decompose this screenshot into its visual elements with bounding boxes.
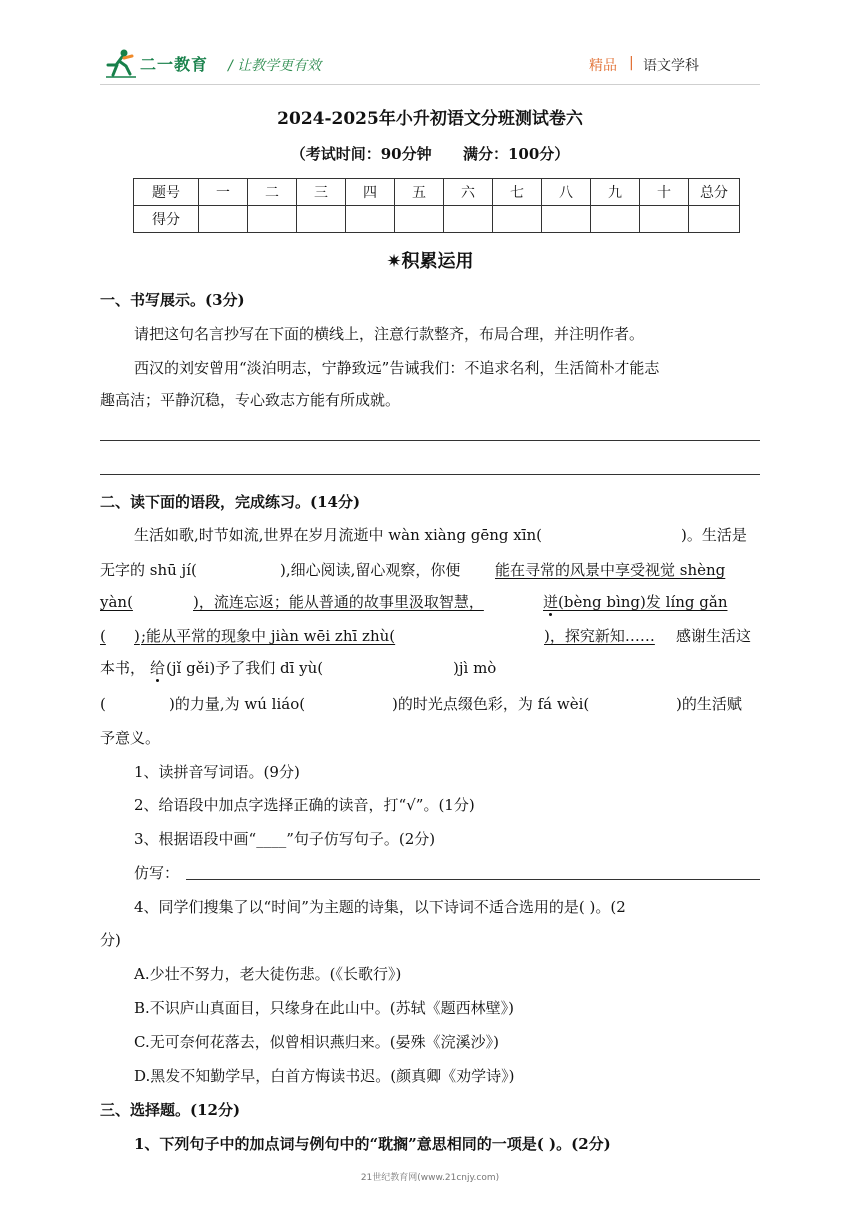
q1-quote-line2: 趣高洁；平静沉稳，专心致志方能有所成就。 (100, 391, 401, 409)
q2-line3a: yàn( (100, 593, 133, 611)
table-cell: 一 (199, 179, 248, 206)
q2-dotted-char-beng: 迸 (543, 593, 559, 611)
table-cell: 十 (640, 179, 689, 206)
running-man-icon (104, 48, 138, 78)
q2-line3b: )，流连忘返；能从普通的故事里汲取智慧， (193, 593, 484, 611)
q1-title: 一、书写展示。(3分) (100, 291, 245, 309)
writing-line-1[interactable] (100, 440, 760, 441)
q3-title: 三、选择题。(12分) (100, 1101, 241, 1119)
q2-sub2: 2、给语段中加点字选择正确的读音，打“√”。(1分) (134, 796, 475, 814)
table-cell: 得分 (134, 206, 199, 233)
quality-tag: 精品 (589, 58, 617, 74)
slogan: / 让教学更有效 (228, 58, 322, 74)
q2-line5c: (jǐ gěi)予了我们 dī yù( (166, 659, 324, 677)
logo-text: 二一教育 (140, 55, 209, 74)
q2-line6d: )的生活赋 (676, 695, 742, 713)
table-cell: 六 (444, 179, 493, 206)
table-cell: 九 (591, 179, 640, 206)
q1-quote-line1: 西汉的刘安曾用“淡泊明志，宁静致远”告诫我们：不追求名利，生活简朴才能志 (134, 359, 660, 377)
q2-line4b: ) (134, 627, 140, 645)
table-row (134, 179, 740, 206)
brand-logo (104, 48, 222, 80)
q2-line2a: 无字的 shū jí( (100, 561, 197, 579)
exam-info: （考试时间：90分钟 满分：100分） (290, 145, 570, 163)
q2-line6b: )的力量,为 wú liáo( (169, 695, 306, 713)
q2-underlined-1: 能在寻常的风景中享受视觉 shèng (495, 561, 726, 579)
header-separator: | (629, 55, 634, 71)
score-input-cell[interactable] (248, 206, 297, 233)
score-input-cell[interactable] (395, 206, 444, 233)
q2-line7: 予意义。 (100, 729, 161, 747)
score-input-cell[interactable] (444, 206, 493, 233)
imitate-label: 仿写： (134, 864, 180, 882)
page-footer: 21世纪教育网(www.21cnjy.com) (360, 1173, 500, 1183)
table-cell: 三 (297, 179, 346, 206)
table-cell: 八 (542, 179, 591, 206)
q2-sub3: 3、根据语段中画“____”句子仿写句子。(2分) (134, 830, 436, 848)
q2-line5a: 本书， (100, 659, 146, 677)
score-table (133, 178, 740, 233)
q1-instruction: 请把这句名言抄写在下面的横线上，注意行款整齐，布局合理，并注明作者。 (134, 325, 645, 343)
score-input-cell[interactable] (199, 206, 248, 233)
q2-sub1: 1、读拼音写词语。(9分) (134, 763, 300, 781)
score-input-cell[interactable] (542, 206, 591, 233)
q2-line4e: 感谢生活这 (676, 627, 752, 645)
q2-line1b: )。生活是 (681, 526, 747, 544)
option-c: C.无可奈何花落去，似曾相识燕归来。(晏殊《浣溪沙》) (134, 1033, 499, 1051)
table-cell: 五 (395, 179, 444, 206)
table-cell: 总分 (689, 179, 740, 206)
table-cell: 七 (493, 179, 542, 206)
q2-line4a: ( (100, 627, 106, 645)
writing-line-2[interactable] (100, 474, 760, 475)
section-title: ✷积累运用 (386, 251, 474, 272)
q2-line4c: ;能从平常的现象中 jiàn wēi zhī zhù( (141, 627, 396, 645)
score-input-cell[interactable] (689, 206, 740, 233)
q2-line6c: )的时光点缀色彩，为 fá wèi( (392, 695, 590, 713)
subject-tag: 语文学科 (643, 58, 699, 74)
header-divider (100, 84, 760, 85)
q2-title: 二、读下面的语段，完成练习。(14分) (100, 493, 361, 511)
table-cell: 二 (248, 179, 297, 206)
q3-sub1: 1、下列句子中的加点词与例句中的“耽搁”意思相同的一项是( )。(2分) (134, 1135, 611, 1153)
q2-line5d: )jì mò (453, 659, 497, 677)
q2-line1a: 生活如歌,时节如流,世界在岁月流逝中 wàn xiàng gēng xīn( (134, 526, 543, 544)
score-input-cell[interactable] (346, 206, 395, 233)
score-input-cell[interactable] (493, 206, 542, 233)
q2-dotted-char-gei: 给 (150, 659, 166, 677)
q2-line2b: ),细心阅读,留心观察，你便 (280, 561, 461, 579)
table-row (134, 206, 740, 233)
q2-line3d: (bèng bìng)发 líng gǎn (558, 593, 728, 611)
table-cell: 四 (346, 179, 395, 206)
q2-line6a: ( (100, 695, 106, 713)
score-input-cell[interactable] (591, 206, 640, 233)
q2-sub4a: 4、同学们搜集了以“时间”为主题的诗集，以下诗词不适合选用的是( )。(2 (134, 898, 626, 916)
score-input-cell[interactable] (297, 206, 346, 233)
imitate-answer-line[interactable] (186, 879, 760, 880)
table-cell: 题号 (134, 179, 199, 206)
q2-sub4b: 分) (100, 931, 121, 949)
option-a: A.少壮不努力，老大徒伤悲。(《长歌行》) (134, 965, 402, 983)
q2-line4d: )，探究新知…… (544, 627, 655, 645)
score-input-cell[interactable] (640, 206, 689, 233)
option-b: B.不识庐山真面目，只缘身在此山中。(苏轼《题西林壁》) (134, 999, 514, 1017)
option-d: D.黑发不知勤学早，白首方悔读书迟。(颜真卿《劝学诗》) (134, 1067, 515, 1085)
page-title: 2024-2025年小升初语文分班测试卷六 (277, 109, 583, 129)
